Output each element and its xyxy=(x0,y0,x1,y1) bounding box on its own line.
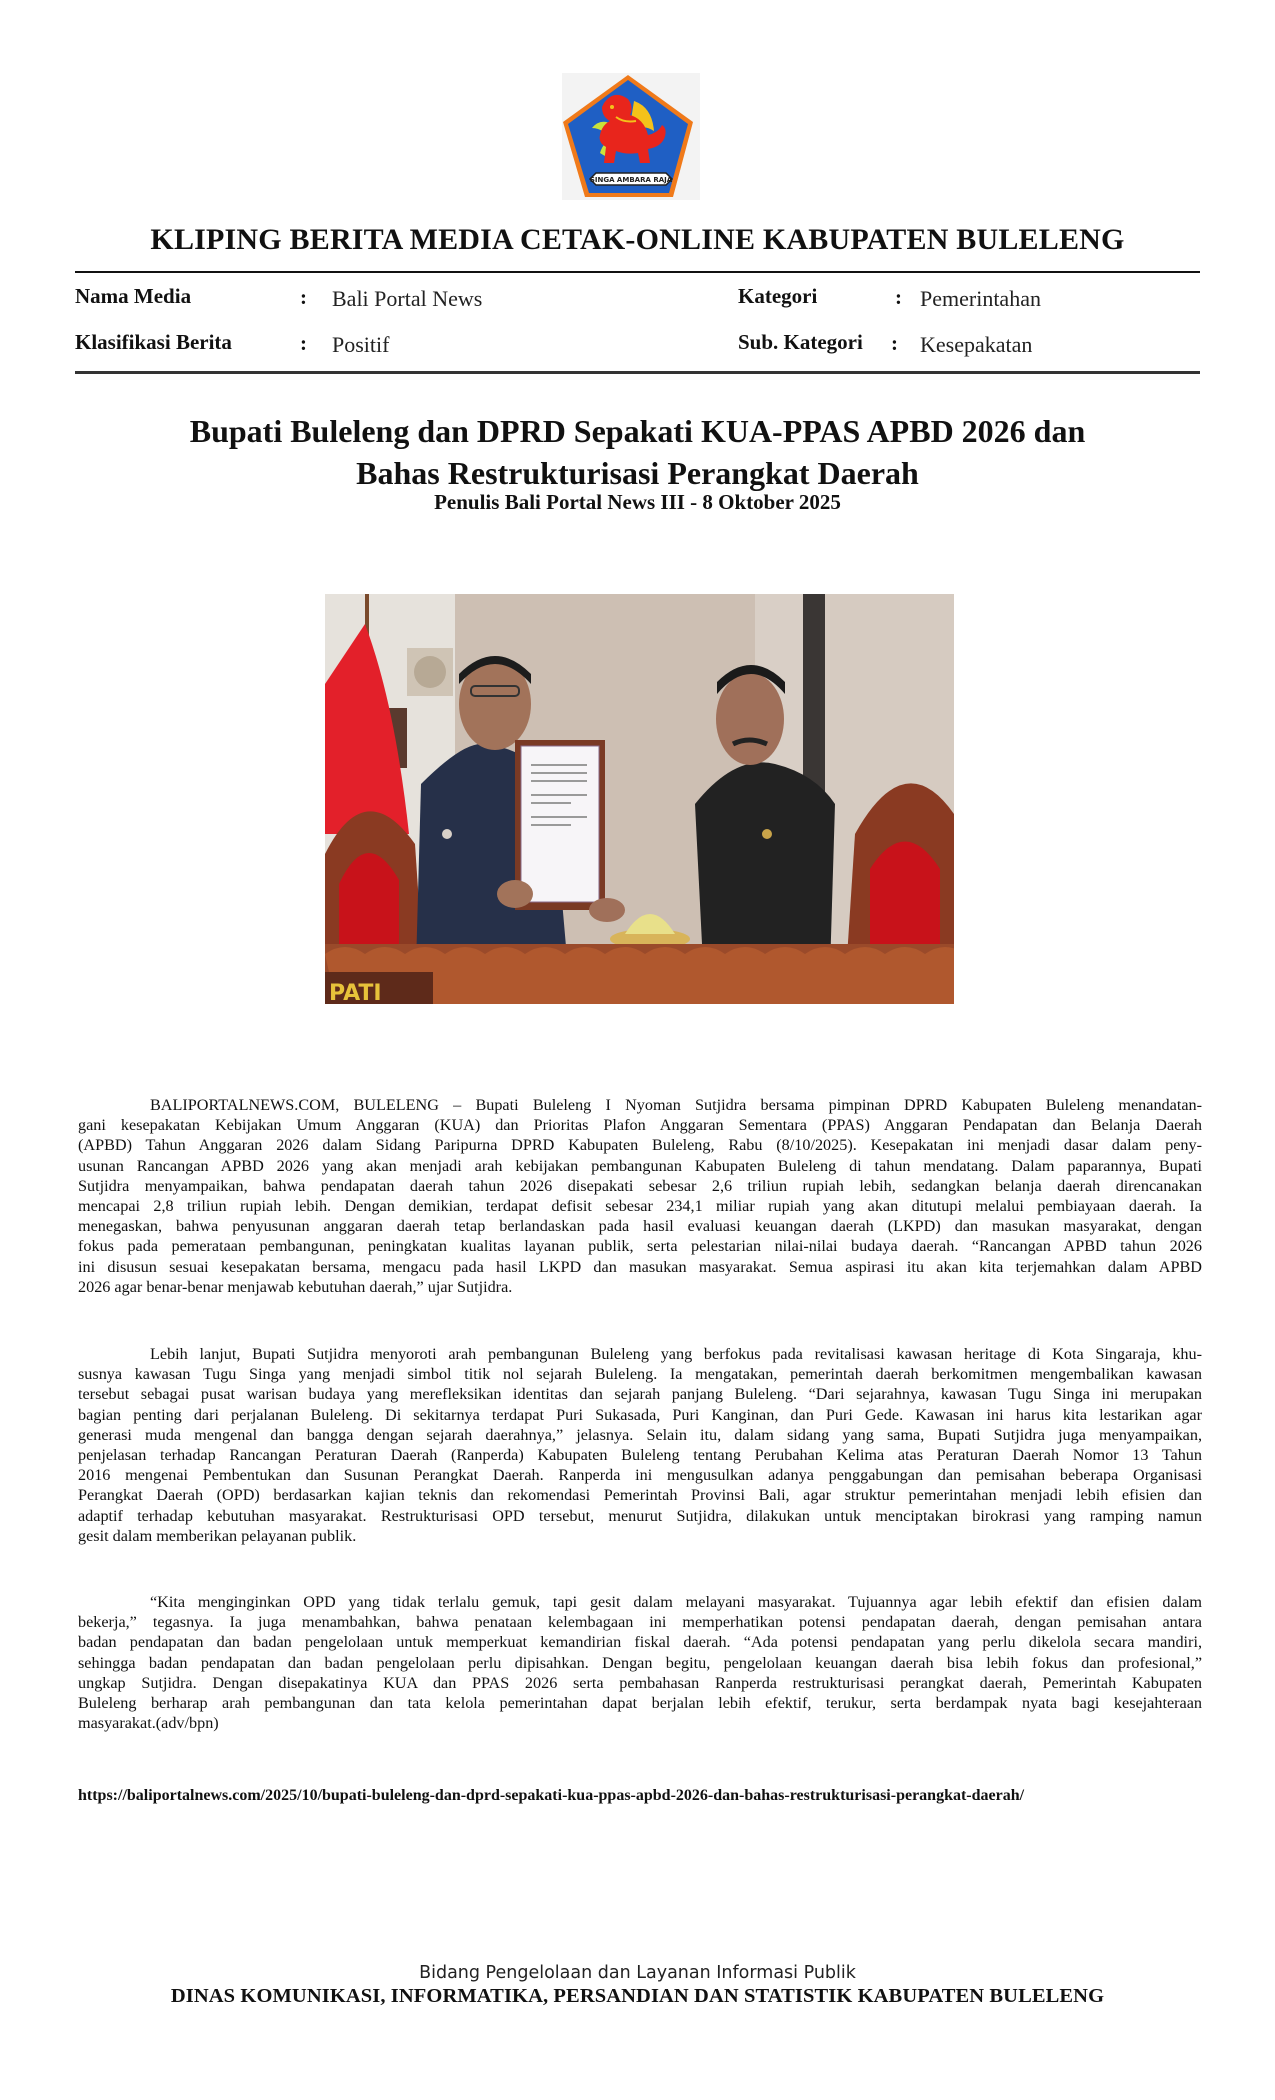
article-paragraph-1-line: menegaskan, bahwa penyusunan anggaran daerah tetap berlandaskan pada hasil evaluasi keuangan daerah (LKPD) dan masukan masyarakat, dengan xyxy=(78,1217,1202,1236)
meta-label-kategori: Kategori xyxy=(738,284,818,308)
article-paragraph-1-line: mencapai 2,8 triliun rupiah lebih. Dengan demikian, terdapat defisit sebesar 234,1 miliar rupiah yang akan ditutupi melalui pembiayaan daerah. Ia xyxy=(78,1197,1202,1215)
footer-agency: DINAS KOMUNIKASI, INFORMATIKA, PERSANDIAN DAN STATISTIK KABUPATEN BULELENG xyxy=(170,1985,1105,2007)
header-bottom-rule xyxy=(75,371,1200,374)
article-paragraph-3-line: badan pendapatan dan badan pengelolaan untuk memperkuat kemandirian fiskal daerah. “Ada potensi pendapatan yang perlu dikelola secara mandiri, xyxy=(78,1633,1202,1652)
meta-value-sub-kategori: Kesepakatan xyxy=(920,332,1033,357)
article-paragraph-2-line: penjelasan terhadap Rancangan Peraturan Daerah (Ranperda) Kabupaten Buleleng tentang Perubahan Kelima atas Peraturan Daerah Nomor 13 Tahun xyxy=(78,1446,1202,1464)
article-paragraph-1-line: BALIPORTALNEWS.COM, BULELENG – Bupati Buleleng I Nyoman Sutjidra bersama pimpinan DPRD Kabupaten Buleleng menandatan- xyxy=(150,1096,1202,1114)
meta-label-klasifikasi-berita: Klasifikasi Berita xyxy=(75,330,232,354)
article-headline-line-2: Bahas Restrukturisasi Perangkat Daerah xyxy=(356,455,919,491)
article-paragraph-3-line: bekerja,” tegasnya. Ia juga menambahkan, bahwa penataan kelembagaan ini memperhatikan potensi pendapatan daerah, dengan pemisahan antara xyxy=(78,1613,1202,1632)
meta-value-kategori: Pemerintahan xyxy=(920,286,1041,311)
article-paragraph-2-line: generasi muda mengenal dan bangga dengan sejarah daerahnya,” jelasnya. Selain itu, dalam sidang yang sama, Bupati Sutjidra juga menyampaikan, xyxy=(78,1425,1202,1444)
article-paragraph-2-line: Perangkat Daerah (OPD) berdasarkan kajian teknis dan rekomendasi Pemerintah Provinsi Bali, agar struktur pemerintahan menjadi lebih efisien dan xyxy=(78,1486,1202,1505)
article-paragraph-3-line: “Kita menginginkan OPD yang tidak terlalu gemuk, tapi gesit dalam melayani masyarakat. Tujuannya agar lebih efektif dan efisien dalam xyxy=(150,1593,1202,1611)
meta-colon: : xyxy=(891,331,898,355)
article-headline-line-1: Bupati Buleleng dan DPRD Sepakati KUA-PPAS APBD 2026 dan xyxy=(189,413,1086,449)
article-paragraph-2-line: 2016 mengenai Pembentukan dan Susunan Perangkat Daerah. Ranperda ini mengusulkan adanya penggabungan dan pemisahan beberapa Organisasi xyxy=(78,1466,1202,1485)
article-paragraph-1-line: Sutjidra menyampaikan, bahwa pendapatan daerah tahun 2026 disepakati sebesar 2,6 triliun rupiah lebih, sedangkan belanja daerah direncanakan xyxy=(78,1176,1202,1195)
article-byline: Penulis Bali Portal News III - 8 Oktober 2025 xyxy=(434,490,841,514)
article-paragraph-3-line: masyarakat.(adv/bpn) xyxy=(78,1714,219,1733)
article-paragraph-2-line: susnya kawasan Tugu Singa yang menjadi simbol titik nol sejarah Buleleng. Ia mengatakan, pemerintah daerah berkomitmen mengembalikan kawasan xyxy=(78,1365,1202,1384)
meta-value-klasifikasi-berita: Positif xyxy=(332,332,390,357)
header-top-rule xyxy=(75,271,1200,273)
article-paragraph-1-line: ini disusun sesuai kesepakatan bersama, mengacu pada hasil LKPD dan masukan masyarakat. Semua aspirasi itu akan kita terjemahkan dalam APBD xyxy=(78,1257,1202,1276)
singa-ambara-raja-emblem-icon xyxy=(562,73,700,200)
article-paragraph-2-line: tersebut sebagai pusat warisan budaya yang merefleksikan identitas dan sejarah panjang Buleleng. “Dari sejarahnya, kawasan Tugu Singa ini merupakan xyxy=(78,1385,1202,1404)
nameplate-text: PATI xyxy=(329,981,382,1004)
article-paragraph-3-line: ungkap Sutjidra. Dengan disepakatinya KUA dan PPAS 2026 serta pembahasan Ranperda restrukturisasi perangkat daerah, Pemerintah Kabupaten xyxy=(78,1673,1202,1692)
article-paragraph-3-line: sehingga badan pendapatan dan badan pengelolaan perlu dipisahkan. Dengan begitu, pengelolaan keuangan daerah bisa lebih fokus dan profesional,” xyxy=(78,1653,1202,1672)
article-paragraph-1-line: gani kesepakatan Kebijakan Umum Anggaran (KUA) dan Prioritas Plafon Anggaran Sementara (PPAS) Anggaran Pendapatan dan Belanja Daerah xyxy=(78,1116,1202,1135)
article-paragraph-2-line: adaptif terhadap kebutuhan masyarakat. Restrukturisasi OPD tersebut, menurut Sutjidra, dilakukan untuk menciptakan birokrasi yang ramping namun xyxy=(78,1506,1202,1525)
article-paragraph-1-line: (APBD) Tahun Anggaran 2026 dalam Sidang Paripurna DPRD Kabupaten Buleleng, Rabu (8/10/2025). Kesepakatan ini menjadi dasar dalam peny- xyxy=(78,1136,1202,1155)
logo-motto: SINGA AMBARA RAJA xyxy=(589,176,673,184)
meta-colon: : xyxy=(300,285,307,309)
article-paragraph-2-line: bagian penting dari perjalanan Buleleng. Di sekitarnya terdapat Puri Sukasada, Puri Kanginan, dan Puri Gede. Kawasan ini harus kita lestarikan agar xyxy=(78,1405,1202,1424)
page-title: KLIPING BERITA MEDIA CETAK-ONLINE KABUPATEN BULELENG xyxy=(150,223,1125,256)
meta-value-nama-media: Bali Portal News xyxy=(332,286,483,311)
meta-colon: : xyxy=(895,285,902,309)
article-paragraph-1-line: 2026 agar benar-benar menjawab kebutuhan daerah,” ujar Sutjidra. xyxy=(78,1277,513,1296)
footer-division: Bidang Pengelolaan dan Layanan Informasi Publik xyxy=(419,1963,856,1983)
article-paragraph-1-line: fokus pada pemerataan pembangunan, peningkatan kualitas layanan publik, serta pelestarian nilai-nilai budaya daerah. “Rancangan APBD tahun 2026 xyxy=(78,1237,1202,1256)
article-source-url[interactable]: https://baliportalnews.com/2025/10/bupati-buleleng-dan-dprd-sepakati-kua-ppas-apbd-2026-dan-bahas-restrukturisasi-perangkat-daerah/ xyxy=(78,1787,1025,1804)
article-paragraph-2-line: Lebih lanjut, Bupati Sutjidra menyoroti arah pembangunan Buleleng yang berfokus pada revitalisasi kawasan heritage di Kota Singaraja, khu- xyxy=(150,1345,1202,1363)
article-paragraph-2-line: gesit dalam memberikan pelayanan publik. xyxy=(78,1526,357,1545)
buleleng-regency-logo xyxy=(562,73,700,200)
meta-label-sub-kategori: Sub. Kategori xyxy=(738,330,863,354)
article-paragraph-3-line: Buleleng berharap arah pembangunan dan tata kelola pemerintahan dapat berjalan lebih efektif, terukur, serta berdampak nyata bagi kesejahteraan xyxy=(78,1694,1202,1712)
article-photo xyxy=(325,594,954,1004)
meta-colon: : xyxy=(300,331,307,355)
meta-label-nama-media: Nama Media xyxy=(75,284,192,308)
article-paragraph-1-line: usunan Rancangan APBD 2026 yang akan menjadi arah kebijakan pembangunan Kabupaten Buleleng di tahun mendatang. Dalam paparannya, Bupati xyxy=(78,1156,1202,1175)
